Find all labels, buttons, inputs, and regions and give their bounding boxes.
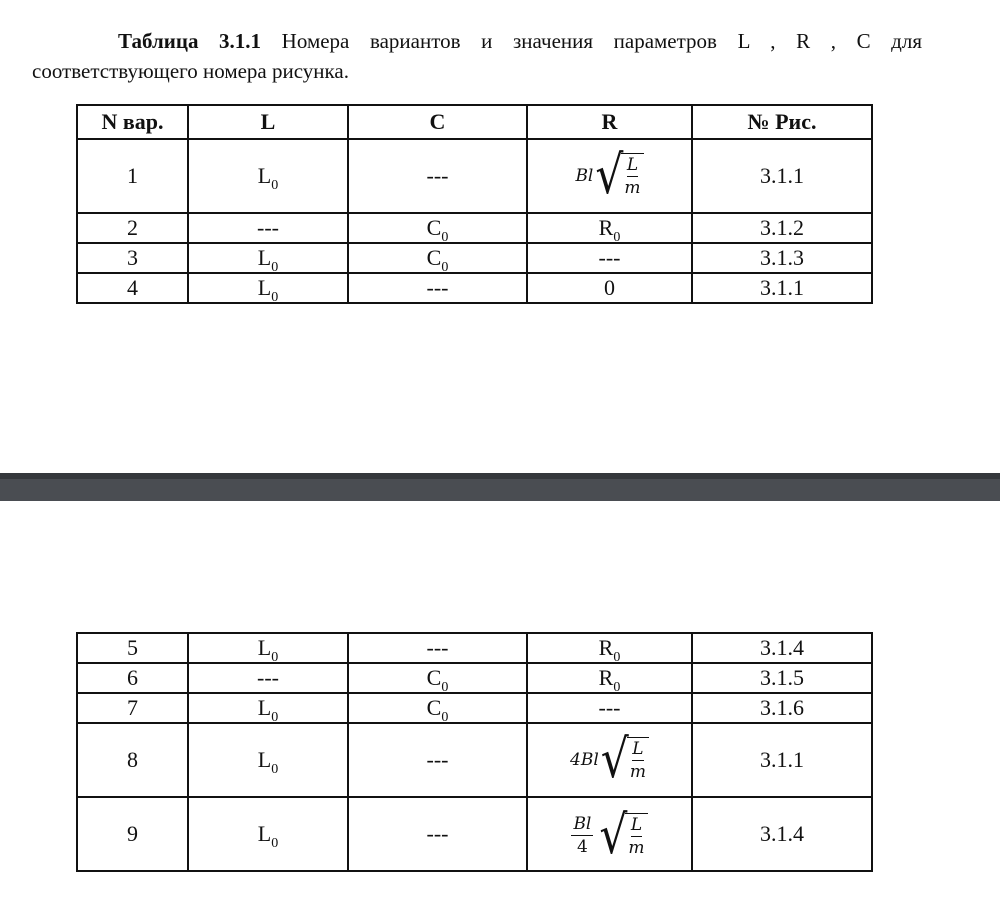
cell-variant: 6: [77, 663, 188, 693]
table-row: [77, 213, 872, 243]
cell-C: $C_0$: [348, 693, 527, 723]
cell-variant: 8: [77, 723, 188, 797]
cell-figure: 3.1.1: [692, 139, 872, 213]
cell-L: $L_0$: [188, 243, 348, 273]
cell-R: ---: [527, 243, 692, 273]
cell-L: ---: [188, 663, 348, 693]
cell-figure: 3.1.6: [692, 693, 872, 723]
cell-figure: 3.1.4: [692, 633, 872, 663]
page-separator: [0, 473, 1000, 501]
cell-L: $L_0$: [188, 273, 348, 303]
caption-table-number: Таблица 3.1.1: [118, 29, 262, 53]
caption-line-1: [32, 26, 922, 56]
cell-L: $L_0$: [188, 693, 348, 723]
header-figure: № Рис.: [692, 105, 872, 139]
cell-L: $L_0$: [188, 633, 348, 663]
cell-figure: 3.1.5: [692, 663, 872, 693]
table-row: [77, 797, 872, 871]
cell-L: $L_0$: [188, 797, 348, 871]
cell-variant: 3: [77, 243, 188, 273]
cell-figure: 3.1.1: [692, 723, 872, 797]
header-variant: N вар.: [77, 105, 188, 139]
table-row: [77, 723, 872, 797]
table-caption: [32, 26, 922, 86]
variants-table-bottom: [76, 632, 873, 872]
formula-bl-over-4-sqrt-l-over-m: $\frac{Bl}{4}$ √ $\frac{L}{m}$: [571, 813, 647, 859]
cell-R: $R_0$: [527, 663, 692, 693]
formula-4bl-sqrt-l-over-m: 4Bl √ $\frac{L}{m}$: [570, 737, 649, 783]
cell-C: $C_0$: [348, 663, 527, 693]
caption-text-2: соответствующего номера рисунка.: [32, 59, 349, 83]
cell-L: $L_0$: [188, 139, 348, 213]
cell-figure: 3.1.2: [692, 213, 872, 243]
header-R: R: [527, 105, 692, 139]
cell-C: ---: [348, 139, 527, 213]
cell-variant: 9: [77, 797, 188, 871]
table-row: [77, 693, 872, 723]
cell-R-formula: [527, 723, 692, 797]
cell-variant: 4: [77, 273, 188, 303]
cell-L: $L_0$: [188, 723, 348, 797]
cell-R: $R_0$: [527, 213, 692, 243]
table-row: [77, 273, 872, 303]
cell-C: ---: [348, 273, 527, 303]
cell-figure: 3.1.3: [692, 243, 872, 273]
table-row: [77, 139, 872, 213]
table-header-row: [77, 105, 872, 139]
cell-variant: 1: [77, 139, 188, 213]
variants-table-top: [76, 104, 873, 304]
cell-R: $R_0$: [527, 633, 692, 663]
cell-variant: 5: [77, 633, 188, 663]
cell-variant: 7: [77, 693, 188, 723]
header-C: C: [348, 105, 527, 139]
cell-figure: 3.1.4: [692, 797, 872, 871]
cell-C: ---: [348, 633, 527, 663]
cell-L: ---: [188, 213, 348, 243]
cell-C: ---: [348, 723, 527, 797]
cell-R: 0: [527, 273, 692, 303]
table-row: [77, 633, 872, 663]
caption-text-1: Номера вариантов и значения параметров L , R , C для: [281, 29, 923, 53]
formula-bl-sqrt-l-over-m: Bl √ $\frac{L}{m}$: [575, 153, 643, 199]
cell-C: $C_0$: [348, 213, 527, 243]
cell-R: ---: [527, 693, 692, 723]
table-row: [77, 663, 872, 693]
cell-C: $C_0$: [348, 243, 527, 273]
header-L: L: [188, 105, 348, 139]
cell-R-formula: [527, 139, 692, 213]
cell-variant: 2: [77, 213, 188, 243]
cell-figure: 3.1.1: [692, 273, 872, 303]
cell-C: ---: [348, 797, 527, 871]
cell-R-formula: [527, 797, 692, 871]
table-row: [77, 243, 872, 273]
